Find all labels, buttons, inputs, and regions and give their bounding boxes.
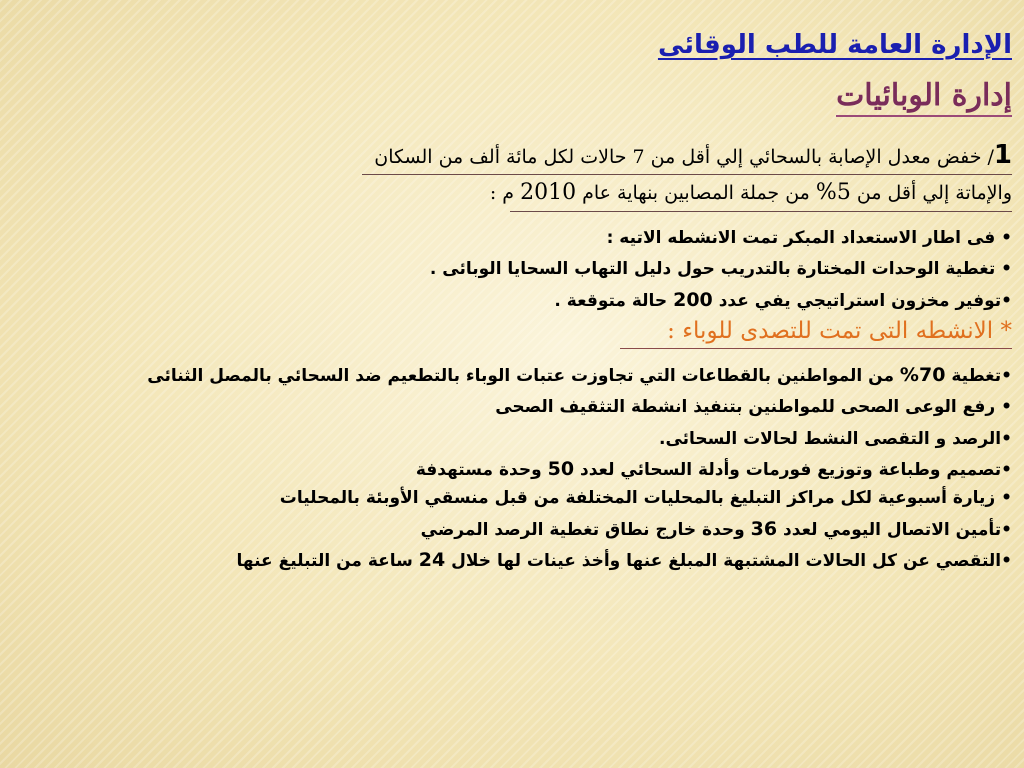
activity-item-number: 24 <box>418 549 446 571</box>
goal-1-text: / خفض معدل الإصابة بالسحائي إلي أقل من 7 حالات لكل مائة ألف من السكان <box>374 146 994 168</box>
goal-1-number: 1 <box>993 140 1012 170</box>
activity-item: • رفع الوعى الصحى للمواطنين بتنفيذ انشطة التثقيف الصحى <box>495 397 1012 417</box>
activity-item-text-a: •التقصي عن كل الحالات المشتبهة المبلغ عنها وأخذ عينات لها خلال <box>445 551 1012 571</box>
preparedness-item-text-b: حالة متوقعة . <box>554 291 674 311</box>
activity-item-number: 50 <box>547 458 575 480</box>
activity-item-number: 36 <box>750 518 778 540</box>
activity-item <box>416 458 1012 480</box>
activity-item: •الرصد و التقصى النشط لحالات السحائى. <box>659 429 1012 449</box>
goal-1 <box>362 140 1012 175</box>
activity-item <box>237 549 1012 571</box>
activities-title: * الانشطه التى تمت للتصدى للوباء : <box>620 318 1012 349</box>
preparedness-item-text-a: •توفير مخزون استراتيجي يفي عدد <box>712 291 1012 311</box>
preparedness-item-number: 200 <box>673 289 713 311</box>
dept-title: إدارة الوبائيات <box>836 78 1012 117</box>
activity-item-text-b: وحدة خارج نطاق تغطية الرصد المرضي <box>420 520 751 540</box>
goal-2-text-a: والإماتة إلي أقل من <box>850 182 1012 204</box>
activity-item: • زيارة أسبوعية لكل مراكز التبليغ بالمحليات المختلفة من قبل منسقي الأوبئة بالمحليات <box>279 488 1012 508</box>
goal-2 <box>489 180 1012 212</box>
activity-item-text-a: •تغطية <box>945 366 1012 386</box>
activity-item-text-b: ساعة من التبليغ عنها <box>236 551 419 571</box>
goal-2-year: 2010 <box>520 180 577 205</box>
preparedness-item: • تغطية الوحدات المختارة بالتدريب حول دليل التهاب السحايا الوبائى . <box>429 259 1012 279</box>
goal-2-percent: 5% <box>815 180 851 205</box>
activity-item-text-b: وحدة مستهدفة <box>415 460 548 480</box>
activity-item-number: 70% <box>899 364 946 386</box>
goal-2-text-c: م : <box>489 182 521 204</box>
activity-item <box>421 518 1012 540</box>
activity-item <box>147 364 1012 386</box>
activity-item-text-a: •تأمين الاتصال اليومي لعدد <box>777 520 1012 540</box>
org-title[interactable]: الإدارة العامة للطب الوقائى <box>657 30 1012 60</box>
activity-item-text-a: •تصميم وطباعة وتوزيع فورمات وأدلة السحائي لعدد <box>574 460 1012 480</box>
preparedness-item <box>554 289 1012 311</box>
preparedness-item: • فى اطار الاستعداد المبكر تمت الانشطه الاتيه : <box>606 228 1012 248</box>
goal-2-text-b: من جملة المصابين بنهاية عام <box>576 182 816 204</box>
activity-item-text-b: من المواطنين بالقطاعات التي تجاوزت عتبات الوباء بالتطعيم ضد السحائي بالمصل الثنائى <box>147 366 900 386</box>
